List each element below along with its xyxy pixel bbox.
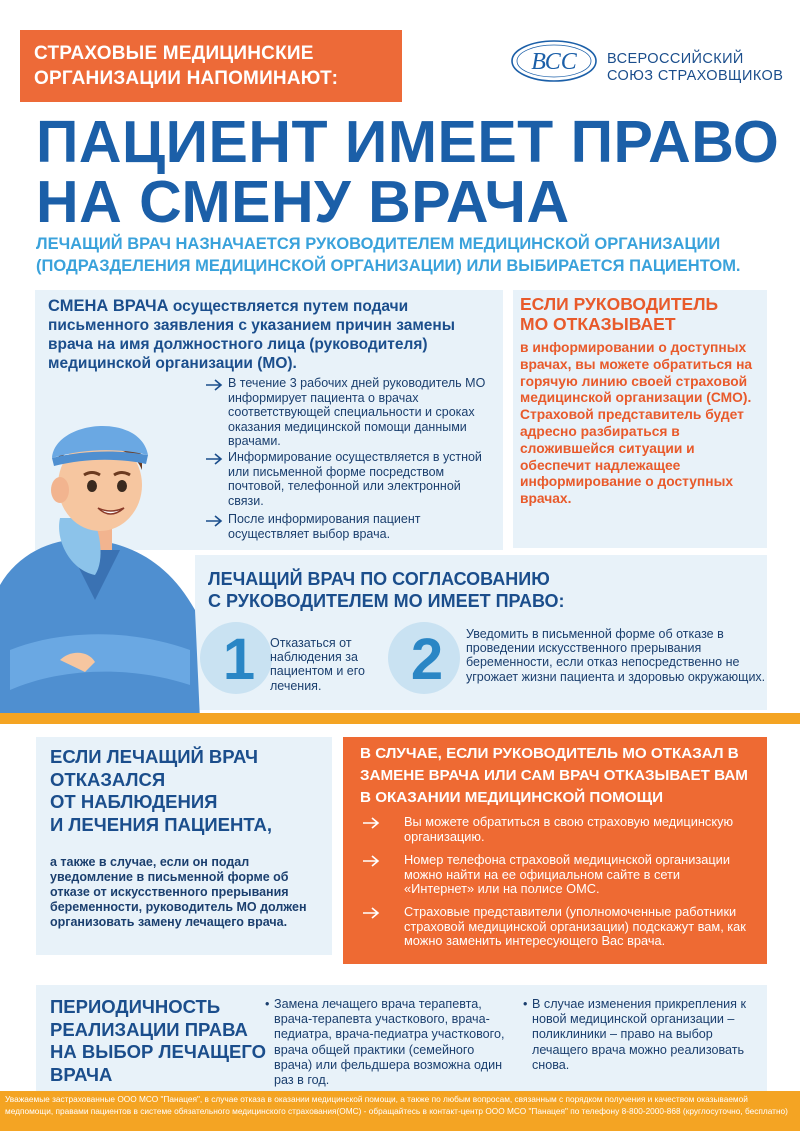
page-title-line-1: ПАЦИЕНТ ИМЕЕТ ПРАВО: [36, 109, 780, 175]
change-doctor-lead: СМЕНА ВРАЧА: [48, 297, 169, 315]
right-text: Уведомить в письменной форме об отказе в проведении искусственного прерывания беременности, если отказ непосредственно не угрожает жизни пациента и здоровью окружающих.: [466, 627, 766, 684]
arrow-right-icon: [362, 907, 380, 919]
doctor-refused-title-line: И ЛЕЧЕНИЯ ПАЦИЕНТА,: [50, 813, 272, 835]
doctor-illustration: [0, 400, 200, 720]
head-refused-title: В СЛУЧАЕ, ЕСЛИ РУКОВОДИТЕЛЬ МО ОТКАЗАЛ В ЗАМЕНЕ ВРАЧА ИЛИ САМ ВРАЧ ОТКАЗЫВАЕТ ВАМ В ОКАЗАНИИ МЕДИЦИНСКОЙ ПОМОЩИ: [360, 745, 748, 806]
doctor-refused-title: [50, 746, 330, 836]
refusal-title-line-2: МО ОТКАЗЫВАЕТ: [520, 314, 676, 334]
right-number: 1: [222, 627, 256, 692]
doctor-rights-title: [208, 568, 708, 612]
periodicity-title-line: НА ВЫБОР ЛЕЧАЩЕГО: [50, 1041, 267, 1062]
doctor-refused-title-line: ОТ НАБЛЮДЕНИЯ: [50, 791, 218, 812]
logo-letters: ВСС: [531, 49, 577, 75]
change-doctor-intro: [48, 297, 468, 373]
notice-banner: [20, 30, 402, 102]
doctor-rights-title-line-1: ЛЕЧАЩИЙ ВРАЧ ПО СОГЛАСОВАНИЮ: [208, 569, 550, 589]
refusal-text: в информировании о доступных врачах, вы можете обратиться на горячую линию своей страховой медицинской организации (СМО). Страховой представитель будет адресно разбираться в сложившейся ситуации и обеспечит надлежащее информирование о доступных врачах.: [520, 340, 753, 507]
head-refused-item: Вы можете обратиться в свою страховую медицинскую организацию.: [362, 815, 752, 844]
periodicity-title-line: ВРАЧА: [50, 1063, 113, 1085]
page-title-line-2: НА СМЕНУ ВРАЧА: [36, 169, 570, 235]
doctor-refused-text: а также в случае, если он подал уведомление в письменной форме об отказе от искусственного прерывания беременности, руководитель МО должен организовать замену лечащего врача.: [50, 855, 307, 929]
logo-text-line-1: ВСЕРОССИЙСКИЙ: [607, 51, 744, 67]
arrow-right-icon: [362, 817, 380, 829]
change-step: В течение 3 рабочих дней руководитель МО информирует пациента о врачах соответствующей специальности и сроках оказания медицинской помощи данными врачами.: [228, 376, 486, 449]
periodicity-bullet: • В случае изменения прикрепления к новой медицинской организации – поликлиники – право на выбор лечащего врача можно реализовать снова.: [523, 997, 747, 1072]
page-subtitle: ЛЕЧАЩИЙ ВРАЧ НАЗНАЧАЕТСЯ РУКОВОДИТЕЛЕМ МЕДИЦИНСКОЙ ОРГАНИЗАЦИИ (ПОДРАЗДЕЛЕНИЯ МЕДИЦИНСКОЙ ОРГАНИЗАЦИИ) ИЛИ ВЫБИРАЕТСЯ ПАЦИЕНТОМ.: [36, 235, 741, 275]
footer-notice: Уважаемые застрахованные ООО МСО "Панацея", в случае отказа в оказании медицинской помощи, а также по любым вопросам, связанным с порядком получения и качеством оказываемой медпомощи, правами пациентов в системе обязательного медицинского страхования(ОМС) - обращайтесь в контакт-центр ООО МСО "Панацея" по телефону 8-800-2000-868 (круглосуточно, бесплатно): [0, 1091, 800, 1131]
doctor-refused-title-line: ОТКАЗАЛСЯ: [50, 768, 166, 790]
doctor-rights-title-line-2: С РУКОВОДИТЕЛЕМ МО ИМЕЕТ ПРАВО:: [208, 591, 565, 611]
change-step: После информирования пациент осуществляет выбор врача.: [228, 512, 421, 541]
right-text: Отказаться от наблюдения за пациентом и его лечения.: [270, 636, 365, 693]
refusal-title-line-1: ЕСЛИ РУКОВОДИТЕЛЬ: [520, 294, 719, 314]
head-refused-item: Номер телефона страховой медицинской организации можно найти на ее официальном сайте в сети «Интернет» или на полисе ОМС.: [362, 853, 752, 897]
doctor-refused-title-line: ЕСЛИ ЛЕЧАЩИЙ ВРАЧ: [50, 746, 258, 767]
notice-line-2: ОРГАНИЗАЦИИ НАПОМИНАЮТ:: [34, 68, 339, 89]
page-title: [36, 109, 780, 235]
vss-logo-icon: [510, 38, 598, 84]
periodicity-title-line: ПЕРИОДИЧНОСТЬ: [50, 996, 221, 1017]
periodicity-bullet: • Замена лечащего врача терапевта, врача-терапевта участкового, врача-педиатра, врача-педиатра участкового, врача общей практики (семейного врача) или фельдшера возможна один раз в год.: [265, 997, 505, 1088]
head-refused-item: Страховые представители (уполномоченные работники страховой медицинской организации) подскажут вам, как можно заменить интересующего Вас врача.: [362, 905, 752, 949]
periodicity-title: [50, 996, 280, 1086]
bullet-icon: •: [265, 997, 270, 1011]
arrow-right-icon: [362, 855, 380, 867]
logo-text-line-2: СОЮЗ СТРАХОВЩИКОВ: [607, 68, 784, 84]
right-number: 2: [410, 627, 444, 692]
section-divider: [0, 713, 800, 724]
bullet-icon: •: [523, 997, 528, 1011]
logo-text: [607, 51, 783, 85]
change-step: Информирование осуществляется в устной или письменной форме посредством почтовой, телефонной или электронной связи.: [228, 450, 482, 508]
change-doctor-intro-text: осуществляется путем подачи письменного заявления с указанием причин замены врача на имя должностного лица (руководителя) медицинской организации (МО).: [48, 298, 456, 372]
refusal-title: [520, 294, 765, 334]
periodicity-title-line: РЕАЛИЗАЦИИ ПРАВА: [50, 1018, 248, 1040]
notice-line-1: СТРАХОВЫЕ МЕДИЦИНСКИЕ: [34, 43, 314, 64]
